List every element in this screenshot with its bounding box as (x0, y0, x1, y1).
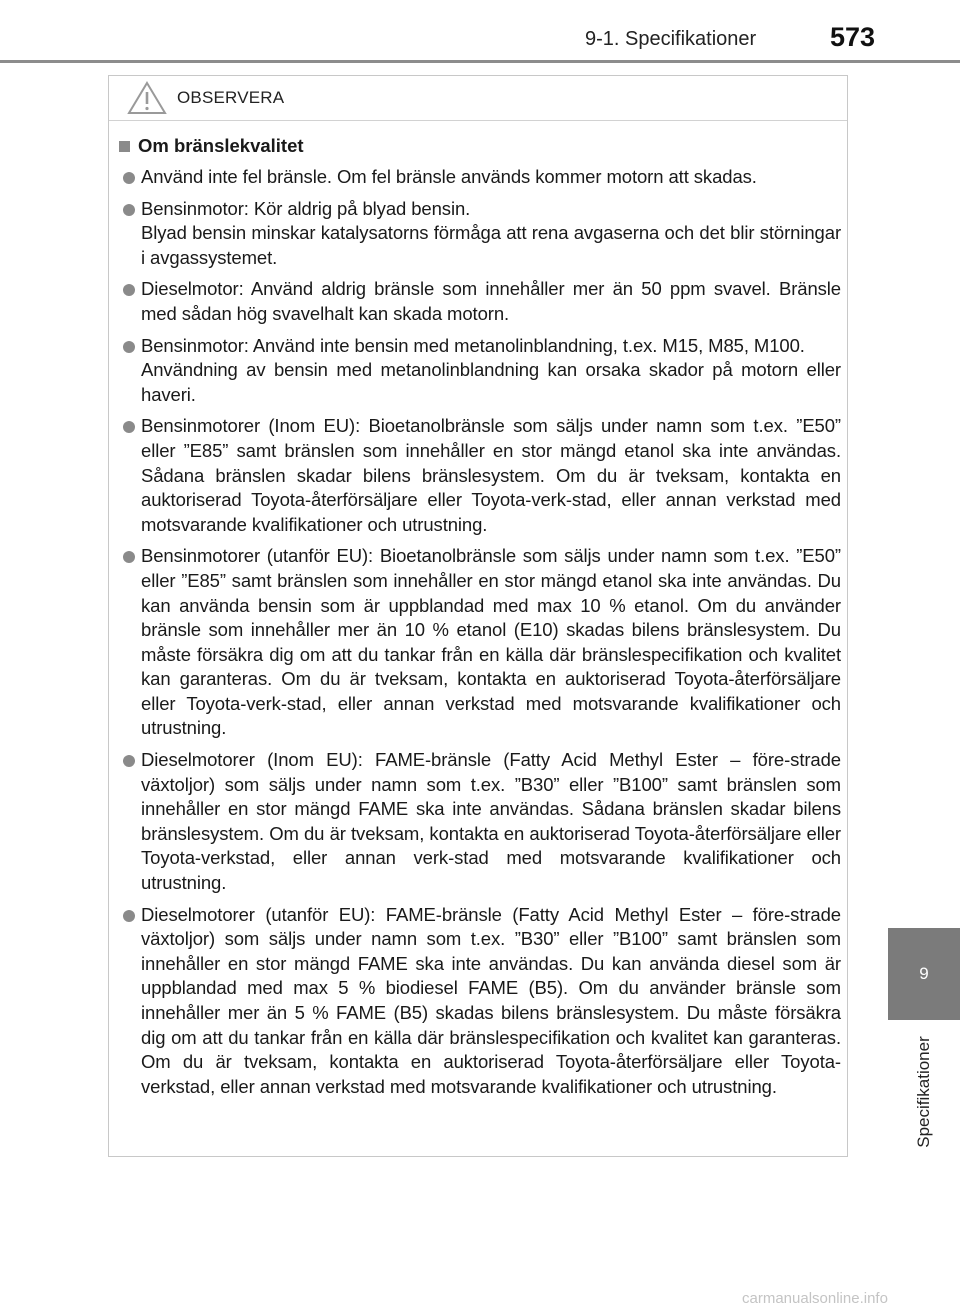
section-heading (119, 135, 841, 157)
list-item-text: Blyad bensin minskar katalysatorns förmåga att rena avgaserna och det blir störningar i avgassystemet. (141, 222, 841, 268)
watermark: carmanualsonline.info (742, 1290, 888, 1307)
list-item-text: Dieselmotor: Använd aldrig bränsle som innehåller mer än 50 ppm svavel. Bränsle med sådan hög svavelhalt kan skada motorn. (141, 278, 841, 324)
page-number: 573 (830, 22, 876, 52)
chapter-number: 9 (919, 964, 929, 983)
list-item (119, 544, 841, 741)
caution-title: OBSERVERA (177, 88, 285, 107)
list-item (119, 165, 841, 190)
list-item-text: Bensinmotor: Använd inte bensin med metanolinblandning, t.ex. M15, M85, M100. (141, 334, 805, 356)
round-bullet-icon (123, 755, 135, 767)
section-heading-text: Om bränslekvalitet (138, 135, 304, 156)
round-bullet-icon (123, 910, 135, 922)
caution-body (109, 121, 847, 1099)
round-bullet-icon (123, 172, 135, 184)
chapter-tab (888, 928, 960, 1020)
list-item (119, 277, 841, 326)
round-bullet-icon (123, 421, 135, 433)
page-header-title: 9-1. Specifikationer (585, 28, 757, 50)
header-divider (0, 60, 960, 63)
chapter-label: Specifikationer (914, 1036, 933, 1148)
square-bullet-icon (119, 141, 130, 152)
warning-triangle-icon (127, 81, 167, 115)
list-item-text: Bensinmotorer (Inom EU): Bioetanolbränsle som säljs under namn som t.ex. ”E50” eller ”E85” samt bränslen som innehåller en stor mängd etanol ska inte användas. Sådana bränslen skadar bilens bränslesystem. Om du är tveksam, kontakta en auktoriserad Toyota-återförsäljare eller Toyota-verk-stad, eller annan verkstad med motsvarande kvalifikationer och utrustning. (141, 415, 841, 535)
round-bullet-icon (123, 204, 135, 216)
round-bullet-icon (123, 284, 135, 296)
caution-box (108, 75, 848, 1157)
list-item-text: Bensinmotor: Kör aldrig på blyad bensin. (141, 197, 471, 219)
list-item-text: Bensinmotorer (utanför EU): Bioetanolbränsle som säljs under namn som t.ex. ”E50” eller ”E85” samt bränslen som innehåller en stor mängd etanol ska inte användas. Du kan använda bensin som är uppblandad med max 10 % etanol. Om du använder bränsle som innehåller mer än 10 % etanol (E10) skadas bilens bränslesystem. Du måste försäkra dig om att du tankar från en källa där bränslespecifikation och kvalitet kan garanteras. Om du är tveksam, kontakta en auktoriserad Toyota-återförsäljare eller Toyota-verk-stad, eller annan verkstad med motsvarande kvalifikationer och utrustning. (141, 545, 841, 739)
list-item-text: Dieselmotorer (utanför EU): FAME-bränsle (Fatty Acid Methyl Ester – före-strade växtoljor) som säljs under namn som t.ex. ”B30” eller ”B100” samt bränslen som innehåller en stor mängd FAME ska inte användas. Du kan använda diesel som är uppblandad med max 5 % biodiesel FAME (B5). Om du använder bränsle som innehåller mer än 5 % FAME (B5) skadas bilens bränslesystem. Du måste försäkra dig om att du tankar från en källa där bränslespecifikation och kvalitet kan garanteras. Om du är tveksam, kontakta en auktoriserad Toyota-återförsäljare eller Toyota-verkstad, eller annan verkstad med motsvarande kvalifikationer och utrustning. (141, 903, 841, 1097)
list-item (119, 903, 841, 1100)
bullet-list (119, 165, 841, 1099)
list-item (119, 748, 841, 896)
chapter-side-label (888, 1022, 960, 1162)
list-item (119, 197, 841, 271)
round-bullet-icon (123, 341, 135, 353)
list-item-text: Använd inte fel bränsle. Om fel bränsle används kommer motorn att skadas. (141, 166, 757, 187)
list-item (119, 414, 841, 537)
caution-header (109, 76, 847, 121)
list-item-text: Dieselmotorer (Inom EU): FAME-bränsle (Fatty Acid Methyl Ester – före-strade växtoljor) som säljs under namn som t.ex. ”B30” eller ”B100” samt bränslen som innehåller en stor mängd FAME ska inte användas. Sådana bränslen skadar bilens bränslesystem. Om du är tveksam, kontakta en auktoriserad Toyota-återförsäljare eller Toyota-verkstad, eller annan verk-stad med motsvarande kvalifikationer och utrustning. (141, 749, 841, 894)
list-item-text: Användning av bensin med metanolinblandning kan orsaka skador på motorn eller haveri. (141, 359, 841, 405)
list-item (119, 334, 841, 408)
round-bullet-icon (123, 551, 135, 563)
